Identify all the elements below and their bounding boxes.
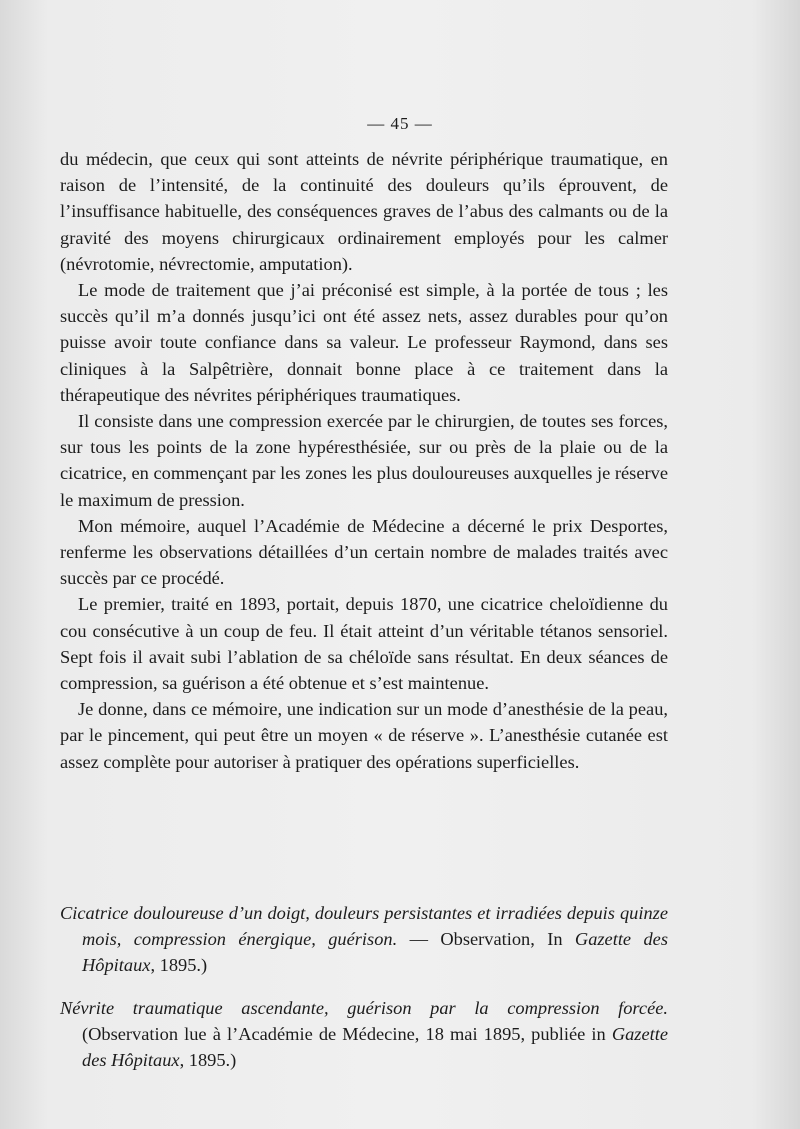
paragraph-5: Le premier, traité en 1893, portait, depuis 1870, une cicatrice cheloïdienne du cou consécutive à un coup de feu. Il était atteint d’un véritable tétanos sensoriel. Sept fois il avait subi l’ablation de sa chéloïde sans résultat. En deux séances de compression, sa guérison a été obtenue et s’est maintenue. (60, 594, 668, 694)
reference-1-note: — Observation, In (397, 929, 575, 950)
page-number: — 45 — (367, 114, 433, 133)
reference-1 (60, 900, 668, 979)
paragraph-2: Le mode de traitement que j’ai préconisé est simple, à la portée de tous ; les succès qu’il m’a donnés jusqu’ici ont été assez nets, assez durables pour qu’on puisse avoir toute confiance dans sa valeur. Le professeur Raymond, dans ses cliniques à la Salpêtrière, donnait bonne place à ce traitement dans la thérapeutique des névrites périphériques traumatiques. (60, 280, 668, 405)
body-text (60, 146, 668, 775)
paragraph-1: du médecin, que ceux qui sont atteints de névrite périphérique traumatique, en raison de l’intensité, de la continuité des douleurs qu’ils éprouvent, de l’insuffisance habituelle, des conséquences graves de l’abus des calmants ou de la gravité des moyens chirurgicaux ordinairement employés pour les calmer (névrotomie, névrectomie, amputation). (60, 149, 668, 274)
reference-2-title: Névrite traumatique ascendante, guérison par la compression forcée. (60, 997, 668, 1018)
reference-2-journal: Gazette des Hôpitaux (82, 1023, 668, 1071)
reference-1-journal: Gazette des Hôpitaux (82, 929, 668, 976)
reference-2-note: (Observation lue à l’Académie de Médecine, 18 mai 1895, publiée in (82, 1023, 612, 1044)
paragraph-6: Je donne, dans ce mémoire, une indication sur un mode d’anesthésie de la peau, par le pincement, qui peut être un moyen « de réserve ». L’anesthésie cutanée est assez complète pour autoriser à pratiquer des opérations superficielles. (60, 699, 668, 772)
reference-2 (60, 995, 668, 1074)
bibliography (60, 900, 668, 1089)
reference-2-tail: , 1895.) (179, 1050, 237, 1071)
reference-1-tail: , 1895.) (150, 955, 208, 976)
paragraph-4: Mon mémoire, auquel l’Académie de Médecine a décerné le prix Desportes, renferme les observations détaillées d’un certain nombre de malades traités avec succès par ce procédé. (60, 515, 668, 589)
reference-1-title: Cicatrice douloureuse d’un doigt, douleurs persistantes et irradiées depuis quinze mois, compression énergique, guérison. (60, 903, 668, 950)
paragraph-3: Il consiste dans une compression exercée par le chirurgien, de toutes ses forces, sur tous les points de la zone hypéresthésiée, sur ou près de la plaie ou de la cicatrice, en commençant par les zones les plus douloureuses auxquelles je réserve le maximum de pression. (60, 411, 668, 510)
